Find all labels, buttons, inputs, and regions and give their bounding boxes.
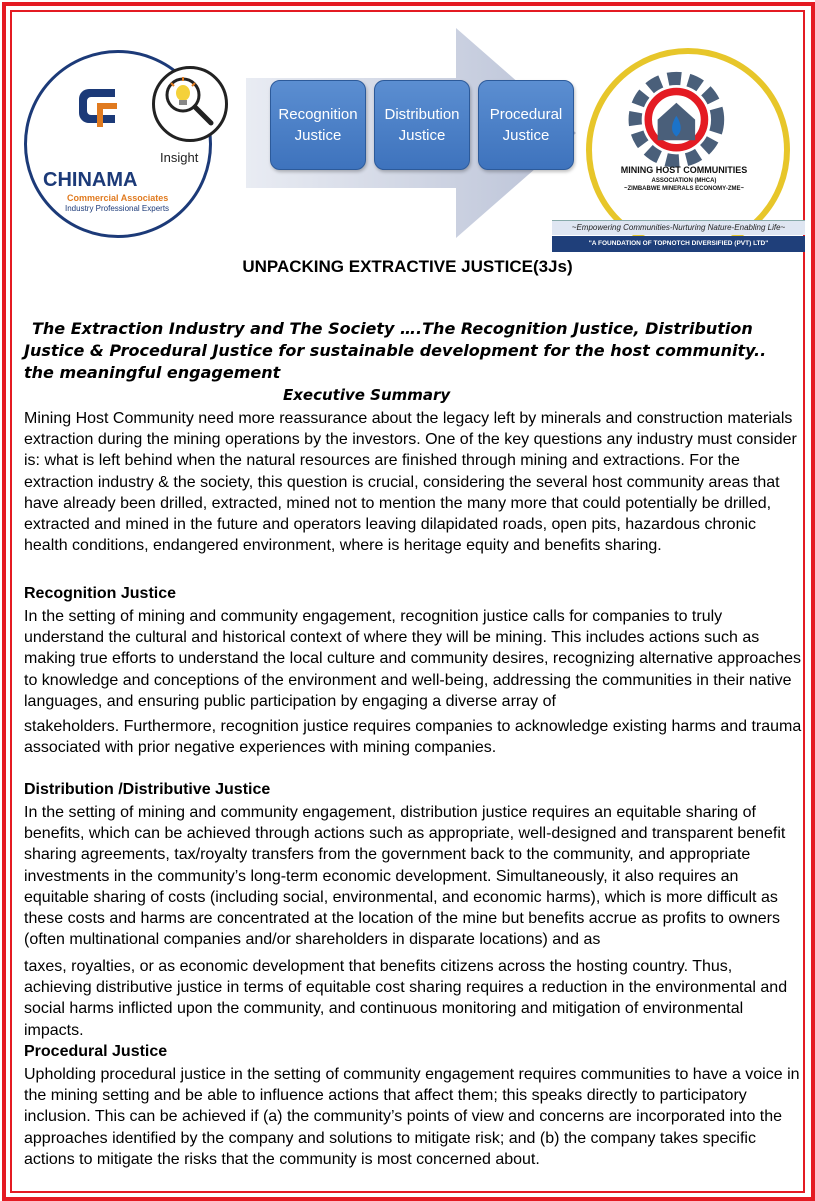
distribution-justice-body: In the setting of mining and community engagement, distribution justice requires an equitable sharing of benefits, which can be achieved through actions such as appropriate, well-designed and transparent benefit sharing agreements, tax/royalty transfers from the government back to the community, and appropriate investments in the community’s long-term economic development. Simultaneously, it also requires an equitable sharing of costs (including social, environmental, and economic harms), which is more difficult as these costs and harms are concentrated at the location of the mine but benefits accrue as profits to owners (often multinational companies and/or shareholders in disparate locations) and as <box>24 804 786 949</box>
document-title: UNPACKING EXTRACTIVE JUSTICE(3Js) <box>242 257 573 276</box>
mhca-foundation: "A FOUNDATION OF TOPNOTCH DIVERSIFIED (PVT) LTD" <box>552 236 805 252</box>
chinama-subtitle-2: Industry Professional Experts <box>65 204 170 213</box>
chinama-c-icon <box>75 83 121 129</box>
insight-lightbulb-icon <box>152 66 228 142</box>
chinama-wordmark: CHINAMA <box>43 169 138 191</box>
executive-summary-heading: Executive Summary <box>283 386 451 404</box>
procedural-justice-body: Upholding procedural justice in the setting of community engagement requires communities to have a voice in the mining setting and be able to influence actions that affect them; this speaks directly to participatory inclusion. This can be achieved if (a) the community’s points of view and concerns are incorporated into the approaches identified by the company and solutions to mitigate risk; and (b) the company takes specific actions to mitigate the risks that the community is most concerned about. <box>24 1066 800 1168</box>
mhca-tagline: ~Empowering Communities-Nurturing Nature-Enabling Life~ <box>552 220 805 235</box>
mhca-subtitle-2: ~ZIMBABWE MINERALS ECONOMY-ZME~ <box>623 186 744 192</box>
recognition-justice-heading: Recognition Justice <box>24 585 177 602</box>
recognition-justice-body: In the setting of mining and community engagement, recognition justice calls for companies to truly understand the cultural and historical context of where they will be mining. This includes actions such as making true efforts to understand the local culture and community desires, recognizing alternative approaches to knowledge and conceptions of the environment and well-being, addressing the communities in their native languages, and ensuring public participation by engaging a diverse array of <box>24 608 802 710</box>
executive-summary-body: Mining Host Community need more reassurance about the legacy left by minerals and construction materials extraction during the mining operations by the investors. One of the key questions any industry must consider is: what is left behind when the natural resources are finished through mining and extractions. For the extraction industry & the society, this question is crucial, considering the several host community areas that have already been drilled, extracted, mined not to mention the many more that could potentially be drilled, extracted and mined in the future and operators leaving dilapidated roads, open pits, hazardous chronic health conditions, endangered environment, where is heritage equity and benefits sharing. <box>24 410 797 555</box>
insight-label: Insight <box>160 150 199 165</box>
mhca-subtitle: ASSOCIATION (MHCA) <box>651 178 717 184</box>
intro-statement: The Extraction Industry and The Society ….The Recognition Justice, Distribution Justice & Procedural Justice for sustainable development for the host community.. the meaningful engagement <box>24 319 767 382</box>
distribution-justice-heading: Distribution /Distributive Justice <box>24 781 271 798</box>
procedural-justice-heading: Procedural Justice <box>24 1043 168 1060</box>
mhca-title: MINING HOST COMMUNITIES <box>620 165 748 175</box>
step-recognition-justice: Recognition Justice <box>270 80 366 170</box>
recognition-justice-body-2: stakeholders. Furthermore, recognition justice requires companies to acknowledge existing harms and trauma associated with prior negative experiences with mining companies. <box>24 718 802 757</box>
chinama-subtitle-1: Commercial Associates <box>67 193 169 203</box>
distribution-justice-body-2: taxes, royalties, or as economic development that benefits citizens across the hosting country. Thus, achieving distributive justice in terms of equitable cost sharing requires a reduction in the environmental and social harms inflicted upon the community, and continuous monitoring and mitigation of environmental impacts. <box>24 958 788 1039</box>
gear-house-icon <box>592 54 772 234</box>
step-procedural-justice: Procedural Justice <box>478 80 574 170</box>
step-distribution-justice: Distribution Justice <box>374 80 470 170</box>
